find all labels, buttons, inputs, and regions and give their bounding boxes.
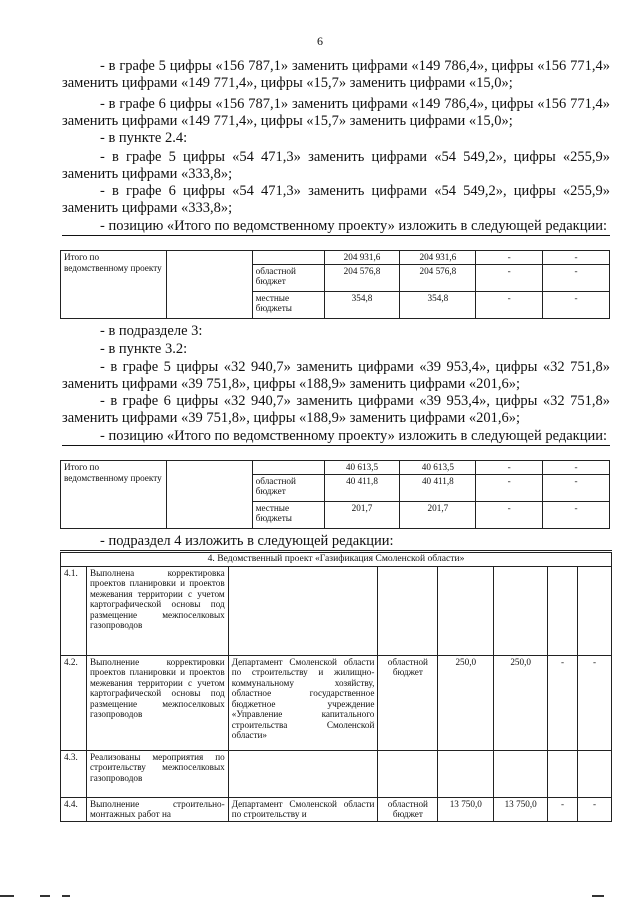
section4-header: 4. Ведомственный проект «Газификация Смоленской области» — [61, 552, 612, 567]
value-cell: 354,8 — [400, 291, 476, 318]
row-number: 4.3. — [61, 750, 87, 797]
row-g8 — [578, 566, 612, 655]
table-row — [61, 655, 612, 750]
value-cell: 204 931,6 — [324, 251, 400, 265]
value-cell: - — [476, 291, 543, 318]
value-cell: - — [476, 251, 543, 265]
row-g6 — [494, 566, 548, 655]
table-row — [61, 797, 612, 821]
value-cell: - — [543, 264, 610, 291]
row-executor — [228, 750, 378, 797]
source-cell — [252, 461, 324, 475]
table-row — [61, 566, 612, 655]
paragraph-8: - в пункте 3.2: — [100, 341, 188, 357]
row-g6: 250,0 — [494, 655, 548, 750]
value-cell: - — [543, 461, 610, 475]
row-g5: 250,0 — [438, 655, 494, 750]
row-g6 — [494, 750, 548, 797]
paragraph-10: - в графе 6 цифры «32 940,7» заменить цифрами «39 953,4», цифры «32 751,8» заменить цифрами «39 751,8», цифры «188,9» заменить цифрами «201,6»; — [62, 393, 610, 426]
row-g7: - — [548, 655, 578, 750]
row-g6: 13 750,0 — [494, 797, 548, 821]
row-g5 — [438, 566, 494, 655]
row-g7 — [548, 750, 578, 797]
value-cell: - — [543, 291, 610, 318]
row-g8: - — [578, 655, 612, 750]
row-source: областной бюджет — [378, 655, 438, 750]
row-number: 4.4. — [61, 797, 87, 821]
source-cell: местные бюджеты — [252, 501, 324, 528]
section-header-row — [61, 552, 612, 567]
value-cell: 201,7 — [400, 501, 476, 528]
totals-table-1 — [60, 250, 610, 319]
empty-cell — [166, 251, 252, 319]
source-cell: областной бюджет — [252, 264, 324, 291]
row-number: 4.1. — [61, 566, 87, 655]
paragraph-3: - в пункте 2.4: — [100, 130, 188, 146]
scan-edge-marks — [0, 895, 640, 899]
page-number: 6 — [317, 34, 323, 48]
value-cell: 40 411,8 — [400, 474, 476, 501]
value-cell: 204 576,8 — [400, 264, 476, 291]
row-source: областной бюджет — [378, 797, 438, 821]
row-g5: 13 750,0 — [438, 797, 494, 821]
source-cell: местные бюджеты — [252, 291, 324, 318]
row-source — [378, 750, 438, 797]
table-row — [61, 461, 610, 475]
paragraph-1: - в графе 5 цифры «156 787,1» заменить цифрами «149 786,4», цифры «156 771,4» заменить цифрами «149 771,4», цифры «15,7» заменить цифрами «15,0»; — [62, 58, 610, 91]
paragraph-11: - позицию «Итого по ведомственному проекту» изложить в следующей редакции: — [62, 428, 610, 446]
row-name: Реализованы мероприятия по строительству межпоселковых газопроводов — [86, 750, 228, 797]
row-name: Выполнение строительно-монтажных работ на — [86, 797, 228, 821]
row-source — [378, 566, 438, 655]
row-number: 4.2. — [61, 655, 87, 750]
paragraph-4: - в графе 5 цифры «54 471,3» заменить цифрами «54 549,2», цифры «255,9» заменить цифрами «333,8»; — [62, 149, 610, 182]
source-cell: областной бюджет — [252, 474, 324, 501]
row-g5 — [438, 750, 494, 797]
paragraph-6: - позицию «Итого по ведомственному проекту» изложить в следующей редакции: — [62, 218, 610, 236]
source-cell — [252, 251, 324, 265]
totals-label: Итого по ведомственному проекту — [61, 461, 167, 529]
value-cell: - — [476, 474, 543, 501]
table-row — [61, 251, 610, 265]
value-cell: - — [543, 251, 610, 265]
row-name: Выполнение корректировки проектов планировки и проектов межевания территории с учетом картографической основы под размещение межпоселковых газопроводов — [86, 655, 228, 750]
section4-table — [60, 550, 612, 822]
row-g8 — [578, 750, 612, 797]
value-cell: 40 613,5 — [324, 461, 400, 475]
value-cell: - — [543, 501, 610, 528]
value-cell: 354,8 — [324, 291, 400, 318]
row-executor — [228, 566, 378, 655]
row-g7 — [548, 566, 578, 655]
row-g7: - — [548, 797, 578, 821]
paragraph-5: - в графе 6 цифры «54 471,3» заменить цифрами «54 549,2», цифры «255,9» заменить цифрами «333,8»; — [62, 183, 610, 216]
paragraph-9: - в графе 5 цифры «32 940,7» заменить цифрами «39 953,4», цифры «32 751,8» заменить цифрами «39 751,8», цифры «188,9» заменить цифрами «201,6»; — [62, 359, 610, 392]
paragraph-12: - подраздел 4 изложить в следующей редакции: — [100, 533, 394, 549]
value-cell: 204 931,6 — [400, 251, 476, 265]
row-executor: Департамент Смоленской области по строительству и жилищно-коммунальному хозяйству, областное государственное бюджетное учреждение «Управление капитального строительства Смоленской области» — [228, 655, 378, 750]
paragraph-2: - в графе 6 цифры «156 787,1» заменить цифрами «149 786,4», цифры «156 771,4» заменить цифрами «149 771,4», цифры «15,7» заменить цифрами «15,0»; — [62, 96, 610, 129]
totals-table-2 — [60, 460, 610, 529]
totals-label: Итого по ведомственному проекту — [61, 251, 167, 319]
paragraph-7: - в подразделе 3: — [100, 323, 203, 339]
empty-cell — [166, 461, 252, 529]
value-cell: - — [476, 501, 543, 528]
table-row — [61, 750, 612, 797]
value-cell: - — [476, 461, 543, 475]
row-g8: - — [578, 797, 612, 821]
row-executor: Департамент Смоленской области по строительству и — [228, 797, 378, 821]
value-cell: - — [476, 264, 543, 291]
value-cell: 40 411,8 — [324, 474, 400, 501]
value-cell: 40 613,5 — [400, 461, 476, 475]
row-name: Выполнена корректировка проектов планировки и проектов межевания территории с учетом картографической основы под размещение межпоселковых газопроводов — [86, 566, 228, 655]
value-cell: 201,7 — [324, 501, 400, 528]
value-cell: 204 576,8 — [324, 264, 400, 291]
value-cell: - — [543, 474, 610, 501]
